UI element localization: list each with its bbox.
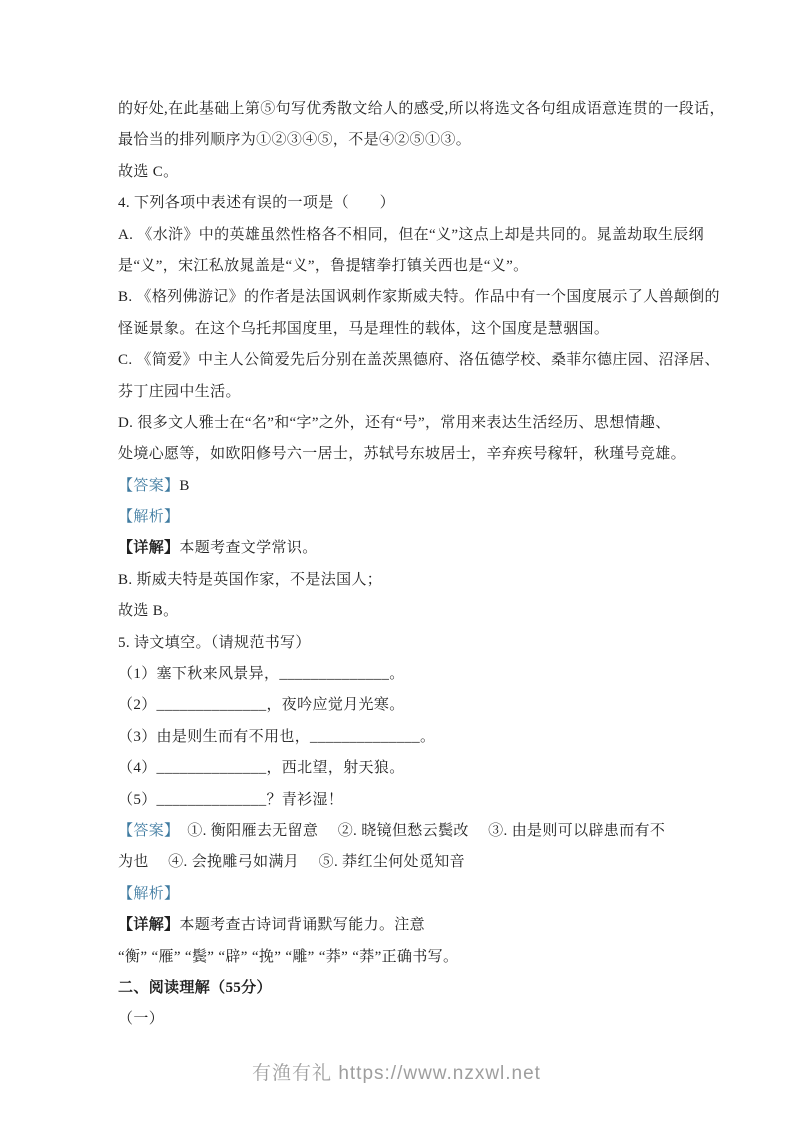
option-d-line-1: D. 很多文人雅士在“名”和“字”之外，还有“号”，常用来表达生活经历、思想情趣、 [118, 414, 671, 431]
section-2-heading: 二、阅读理解（55分） [118, 979, 272, 996]
answer-q5-line-2: 为也 ④. 会挽雕弓如满月 ⑤. 莽红尘何处觅知音 [118, 854, 465, 871]
analysis-continuation-line: 的好处,在此基础上第⑤句写优秀散文给人的感受,所以将选文各句组成语意连贯的一段话， [118, 101, 725, 117]
footer-site-watermark: 有渔有礼 https://www.nzxwl.net [252, 1063, 541, 1084]
option-c-line-1: C. 《简爱》中主人公简爱先后分别在盖茨黑德府、洛伍德学校、桑菲尔德庄园、沼泽居、 [118, 352, 720, 369]
answer-q5-line-1 [118, 816, 680, 847]
blank-item-1: （1）塞下秋来风景异，______________。 [118, 666, 405, 683]
detail-q4-text: 本题考查文学常识。 [179, 540, 318, 557]
question-5-stem: 5. 诗文填空。（请规范书写） [118, 634, 311, 651]
option-b-line-1: B. 《格列佛游记》的作者是法国讽刺作家斯威夫特。作品中有一个国度展示了人兽颠倒的 [118, 289, 720, 306]
analysis-label-q4-line [118, 502, 680, 533]
option-d-line-2: 处境心愿等，如欧阳修号六一居士，苏轼号东坡居士，辛弃疾号稼轩，秋瑾号竞雄。 [118, 446, 686, 463]
option-b-line-2: 怪诞景象。在这个乌托邦国度里，马是理性的载体，这个国度是慧骃国。 [118, 320, 610, 337]
blank-item-4: （4）______________，西北望，射天狼。 [118, 760, 405, 777]
option-c-line-2: 芬丁庄园中生活。 [118, 383, 241, 400]
conclusion-choose-b: 故选 B。 [118, 603, 179, 620]
analysis-label-q5-line [118, 879, 680, 910]
conclusion-choose-c: 故选 C。 [118, 163, 179, 180]
subsection-1-marker: （一） [118, 1011, 165, 1028]
answer-q5-values-1: ①. 衡阳雁去无留意 ②. 晓镜但愁云鬓改 ③. 由是则可以辟患而有不 [171, 822, 666, 839]
option-a-line-1: A. 《水浒》中的英雄虽然性格各不相同，但在“义”这点上却是共同的。晁盖劫取生辰纲 [118, 226, 705, 243]
answer-label: 【答案】 [118, 477, 180, 494]
answer-label: 【答案】 [118, 822, 172, 839]
detail-q4-reason: B. 斯威夫特是英国作家，不是法国人； [118, 571, 383, 588]
blank-item-3: （3）由是则生而有不用也，______________。 [118, 728, 436, 745]
detail-q4-line [118, 533, 680, 564]
detail-q5-text: 本题考查古诗词背诵默写能力。注意 [179, 917, 426, 934]
detail-q5-characters: “衡” “雁” “鬓” “辟” “挽” “雕” “莽” “莽”正确书写。 [118, 948, 459, 965]
answer-q4-value: B [179, 477, 190, 494]
answer-q4-line [118, 471, 680, 502]
blank-item-5: （5）______________？青衫湿！ [118, 791, 344, 808]
detail-label: 【详解】 [118, 917, 180, 934]
option-a-line-2: 是“义”，宋江私放晁盖是“义”，鲁提辖拳打镇关西也是“义”。 [118, 257, 529, 274]
blank-item-2: （2）______________，夜吟应觉月光寒。 [118, 697, 405, 714]
analysis-label: 【解析】 [118, 509, 180, 526]
question-4-stem: 4. 下列各项中表述有误的一项是（ ） [118, 195, 396, 212]
analysis-label: 【解析】 [118, 885, 180, 902]
analysis-order-line: 最恰当的排列顺序为①②③④⑤，不是④②⑤①③。 [118, 132, 472, 149]
exam-answer-document [118, 94, 725, 1036]
detail-label: 【详解】 [118, 540, 180, 557]
detail-q5-line [118, 910, 680, 941]
